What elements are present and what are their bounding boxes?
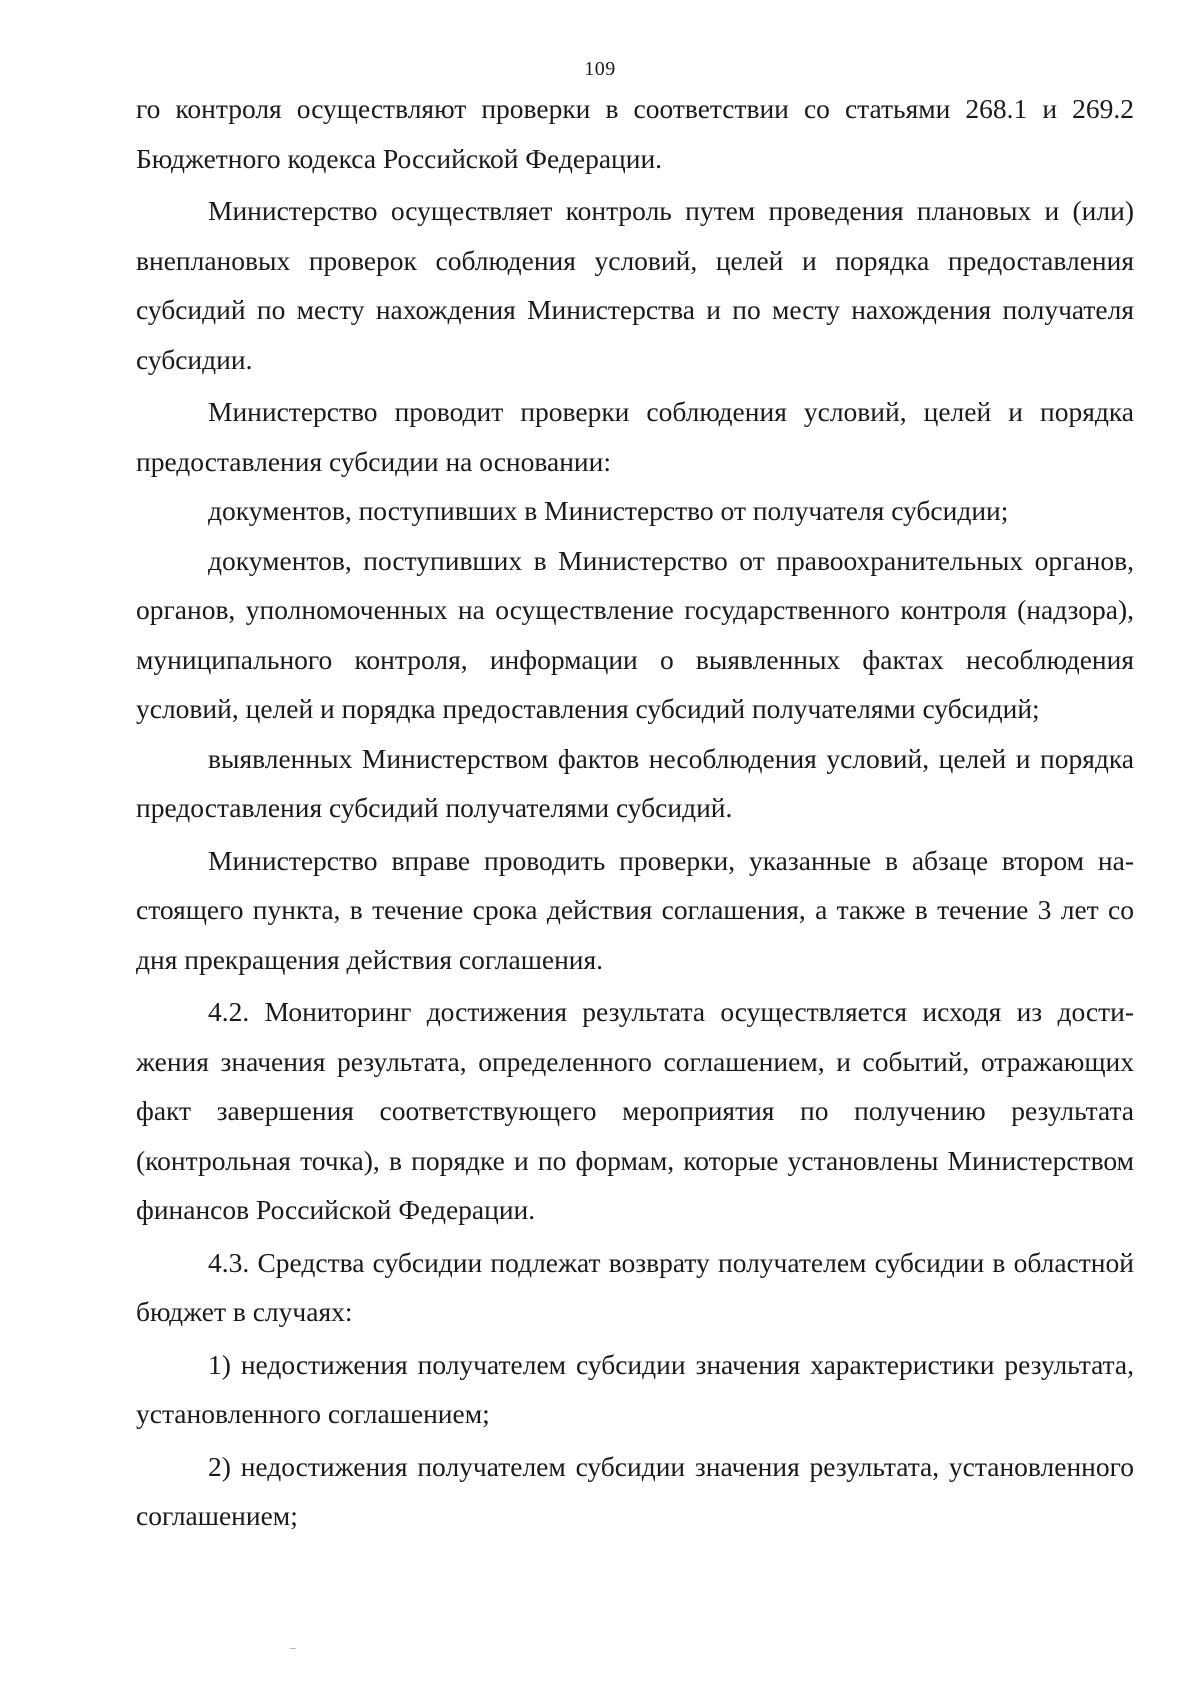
paragraph-continuation: го контроля осуществляют проверки в соответствии со статьями 268.1 и 269.2 Бюджетного кодекса Российской Федерации. — [136, 93, 1134, 174]
list-item-refund-case-1: 1) недостижения получателем субсидии значения характеристики результата, установленного соглашением; — [136, 1348, 1134, 1429]
paragraph-control-method: Министерство осуществляет контроль путем проведения плановых и (или) внеплановых проверок соблюдения условий, целей и порядка предоставления субсидий по месту нахождения Министерства и по месту нахождения получателя субсидии. — [136, 195, 1134, 375]
paragraph-inspection-period: Министерство вправе проводить проверки, указанные в абзаце втором настоящего пункта, в течение срока действия соглашения, а также в течение 3 лет со дня прекращения действия соглашения. — [136, 844, 1134, 975]
list-item-recipient-documents: документов, поступивших в Министерство от получателя субсидии; — [208, 495, 1009, 526]
page-number: 109 — [584, 58, 616, 80]
paragraph-4-2-monitoring: 4.2. Мониторинг достижения результата осуществляется исходя из достижения значения результата, определенного соглашением, и событий, отражающих факт завершения соответствующего мероприятия по получению результата (контрольная точка), в порядке и по формам, которые установлены Министерством финансов Российской Федерации. — [136, 996, 1134, 1225]
list-item-ministry-findings: выявленных Министерством фактов несоблюдения условий, целей и порядка предоставления субсидий получателями субсидий. — [136, 742, 1134, 823]
list-item-refund-case-2: 2) недостижения получателем субсидии значения результата, установленного соглашением; — [136, 1450, 1134, 1531]
document-body — [136, 84, 1134, 1541]
paragraph-inspection-basis: Министерство проводит проверки соблюдения условий, целей и порядка предоставления субсидии на основании: — [136, 396, 1134, 477]
paragraph-4-3-refund: 4.3. Средства субсидии подлежат возврату получателем субсидии в областной бюджет в случаях: — [136, 1246, 1134, 1327]
scan-artifact-mark — [290, 1648, 296, 1649]
list-item-authority-documents: документов, поступивших в Министерство от правоохранительных органов, органов, уполномоченных на осуществление государственного контроля (надзора), муниципального контроля, информации о выявленных фактах несоблюдения условий, целей и порядка предоставления субсидий получателями субсидий; — [136, 544, 1134, 724]
